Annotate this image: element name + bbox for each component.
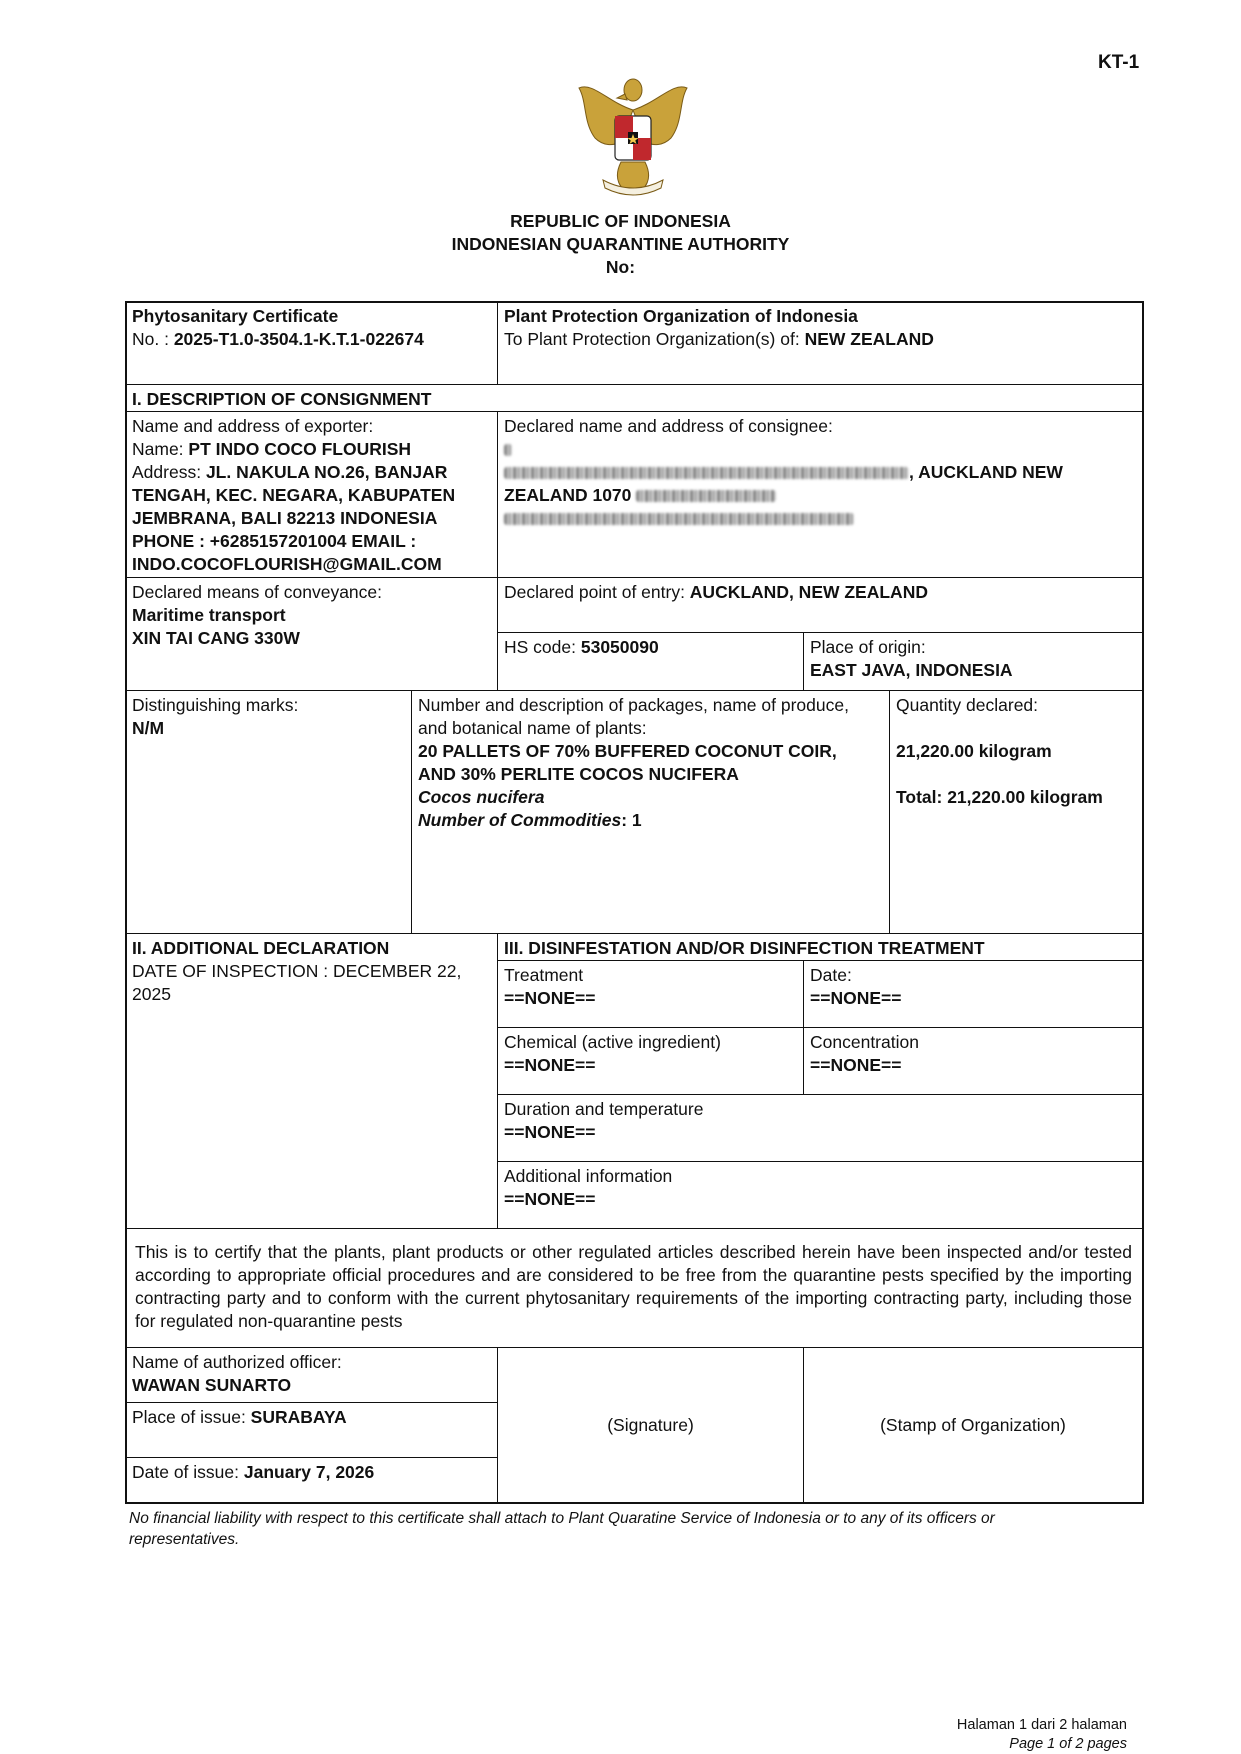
packages-cell — [418, 694, 849, 832]
marks-value: N/M — [132, 718, 165, 738]
exporter-address-3: JEMBRANA, BALI 82213 INDONESIA — [132, 508, 438, 528]
botanical-name: Cocos nucifera — [418, 787, 545, 807]
consignee-country: ZEALAND 1070 — [504, 485, 632, 505]
commodities-label: Number of Commodities — [418, 810, 622, 830]
vessel-name: XIN TAI CANG 330W — [132, 628, 300, 648]
destination-organization — [504, 328, 934, 351]
origin-cell — [810, 636, 1013, 682]
place-of-issue-label: Place of issue: — [132, 1407, 251, 1427]
garuda-emblem-icon — [573, 72, 693, 200]
commodities-value: : 1 — [621, 810, 642, 830]
packages-label-1: Number and description of packages, name of produce, — [418, 695, 849, 715]
date-of-issue-label: Date of issue: — [132, 1462, 244, 1482]
treatment-label: Treatment — [504, 965, 584, 985]
destination-value: NEW ZEALAND — [804, 329, 934, 349]
additional-info-cell — [504, 1165, 672, 1211]
certificate-number — [132, 328, 424, 351]
consignee-label: Declared name and address of consignee: — [504, 416, 833, 436]
certificate-title: Phytosanitary Certificate — [132, 306, 339, 326]
exporter-address-label: Address: — [132, 462, 206, 482]
officer-label: Name of authorized officer: — [132, 1352, 342, 1372]
additional-info-label: Additional information — [504, 1166, 673, 1186]
section-additional-title: II. ADDITIONAL DECLARATION — [132, 938, 390, 958]
exporter-address-2: TENGAH, KEC. NEGARA, KABUPATEN — [132, 485, 456, 505]
page-number-indonesian: Halaman 1 dari 2 halaman — [956, 1717, 1127, 1733]
duration-value: ==NONE== — [504, 1122, 596, 1142]
marks-cell — [132, 694, 298, 740]
quantity-label: Quantity declared: — [896, 695, 1039, 715]
quantity-cell — [896, 694, 1103, 809]
treatment-value: ==NONE== — [504, 988, 596, 1008]
liability-disclaimer: No financial liability with respect to this certificate shall attach to Plant Quaratine Service of Indonesia or to any of its officers or representatives. — [129, 1510, 995, 1548]
entry-point-cell — [504, 581, 928, 604]
destination-label: To Plant Protection Organization(s) of: — [504, 329, 805, 349]
document-header — [0, 210, 1241, 279]
redacted-text — [504, 467, 909, 479]
place-of-issue-value: SURABAYA — [250, 1407, 347, 1427]
treatment-cell — [504, 964, 595, 1010]
exporter-label: Name and address of exporter: — [132, 416, 374, 436]
officer-name: WAWAN SUNARTO — [132, 1375, 292, 1395]
certificate-form — [125, 301, 1144, 1504]
chemical-label: Chemical (active ingredient) — [504, 1032, 721, 1052]
place-of-issue-cell — [132, 1406, 347, 1429]
exporter-email: INDO.COCOFLOURISH@GMAIL.COM — [132, 554, 442, 574]
exporter-phone: PHONE : +6285157201004 EMAIL : — [132, 531, 417, 551]
treatment-date-label: Date: — [810, 965, 852, 985]
date-of-issue-value: January 7, 2026 — [243, 1462, 375, 1482]
duration-label: Duration and temperature — [504, 1099, 704, 1119]
redacted-text — [636, 490, 776, 502]
date-of-issue-cell — [132, 1461, 374, 1484]
section-consignment-title: I. DESCRIPTION OF CONSIGNMENT — [132, 389, 432, 409]
treatment-date-value: ==NONE== — [810, 988, 902, 1008]
hs-code-cell — [504, 636, 659, 659]
header-country: REPUBLIC OF INDONESIA — [510, 211, 731, 231]
origin-label: Place of origin: — [810, 637, 926, 657]
concentration-label: Concentration — [810, 1032, 919, 1052]
marks-label: Distinguishing marks: — [132, 695, 299, 715]
page-number-english: Page 1 of 2 pages — [1009, 1736, 1127, 1752]
packages-label-2: and botanical name of plants: — [418, 718, 647, 738]
additional-declaration-cell — [132, 937, 461, 1006]
quantity-value: 21,220.00 kilogram — [896, 741, 1052, 761]
redacted-text — [504, 444, 512, 456]
inspection-date-2: 2025 — [132, 984, 171, 1004]
certificate-number-value: 2025-T1.0-3504.1-K.T.1-022674 — [173, 329, 424, 349]
treatment-date-cell — [810, 964, 901, 1010]
consignee-cell — [504, 415, 1063, 530]
hs-code-value: 53050090 — [580, 637, 659, 657]
certification-statement: This is to certify that the plants, plant products or other regulated articles described herein have been inspected and/or tested according to appropriate official procedures and are considered to be free from the quarantine pests specified by the importing contracting party and to conform with the current phytosanitary requirements of the importing contracting party, including those for regulated non-quarantine pests — [135, 1242, 1132, 1331]
conveyance-label: Declared means of conveyance: — [132, 582, 382, 602]
organization-cell — [504, 305, 934, 351]
header-authority: INDONESIAN QUARANTINE AUTHORITY — [451, 234, 790, 254]
organization-name: Plant Protection Organization of Indonesia — [504, 306, 858, 326]
consignee-city: , AUCKLAND NEW — [909, 462, 1063, 482]
chemical-value: ==NONE== — [504, 1055, 596, 1075]
stamp-placeholder: (Stamp of Organization) — [880, 1415, 1066, 1435]
origin-value: EAST JAVA, INDONESIA — [810, 660, 1013, 680]
exporter-cell — [132, 415, 455, 576]
certificate-number-label: No. : — [132, 329, 174, 349]
quantity-total: Total: 21,220.00 kilogram — [896, 787, 1103, 807]
document-code: KT-1 — [1098, 52, 1140, 73]
section-treatment-title: III. DISINFESTATION AND/OR DISINFECTION TREATMENT — [504, 938, 985, 958]
packages-value-1: 20 PALLETS OF 70% BUFFERED COCONUT COIR, — [418, 741, 837, 761]
concentration-value: ==NONE== — [810, 1055, 902, 1075]
duration-cell — [504, 1098, 703, 1144]
inspection-date-1: DATE OF INSPECTION : DECEMBER 22, — [132, 961, 462, 981]
packages-value-2: AND 30% PERLITE COCOS NUCIFERA — [418, 764, 739, 784]
signature-placeholder: (Signature) — [607, 1415, 694, 1435]
certificate-title-cell — [132, 305, 424, 351]
additional-info-value: ==NONE== — [504, 1189, 596, 1209]
hs-code-label: HS code: — [504, 637, 581, 657]
header-number: No: — [605, 257, 636, 277]
entry-point-value: AUCKLAND, NEW ZEALAND — [689, 582, 928, 602]
redacted-text — [504, 513, 854, 525]
exporter-name-label: Name: — [132, 439, 189, 459]
page-footer — [957, 1716, 1127, 1754]
exporter-address-1: JL. NAKULA NO.26, BANJAR — [205, 462, 448, 482]
entry-point-label: Declared point of entry: — [504, 582, 690, 602]
conveyance-cell — [132, 581, 382, 650]
exporter-name: PT INDO COCO FLOURISH — [188, 439, 412, 459]
officer-cell — [132, 1351, 342, 1397]
conveyance-mode: Maritime transport — [132, 605, 286, 625]
chemical-cell — [504, 1031, 721, 1077]
concentration-cell — [810, 1031, 919, 1077]
